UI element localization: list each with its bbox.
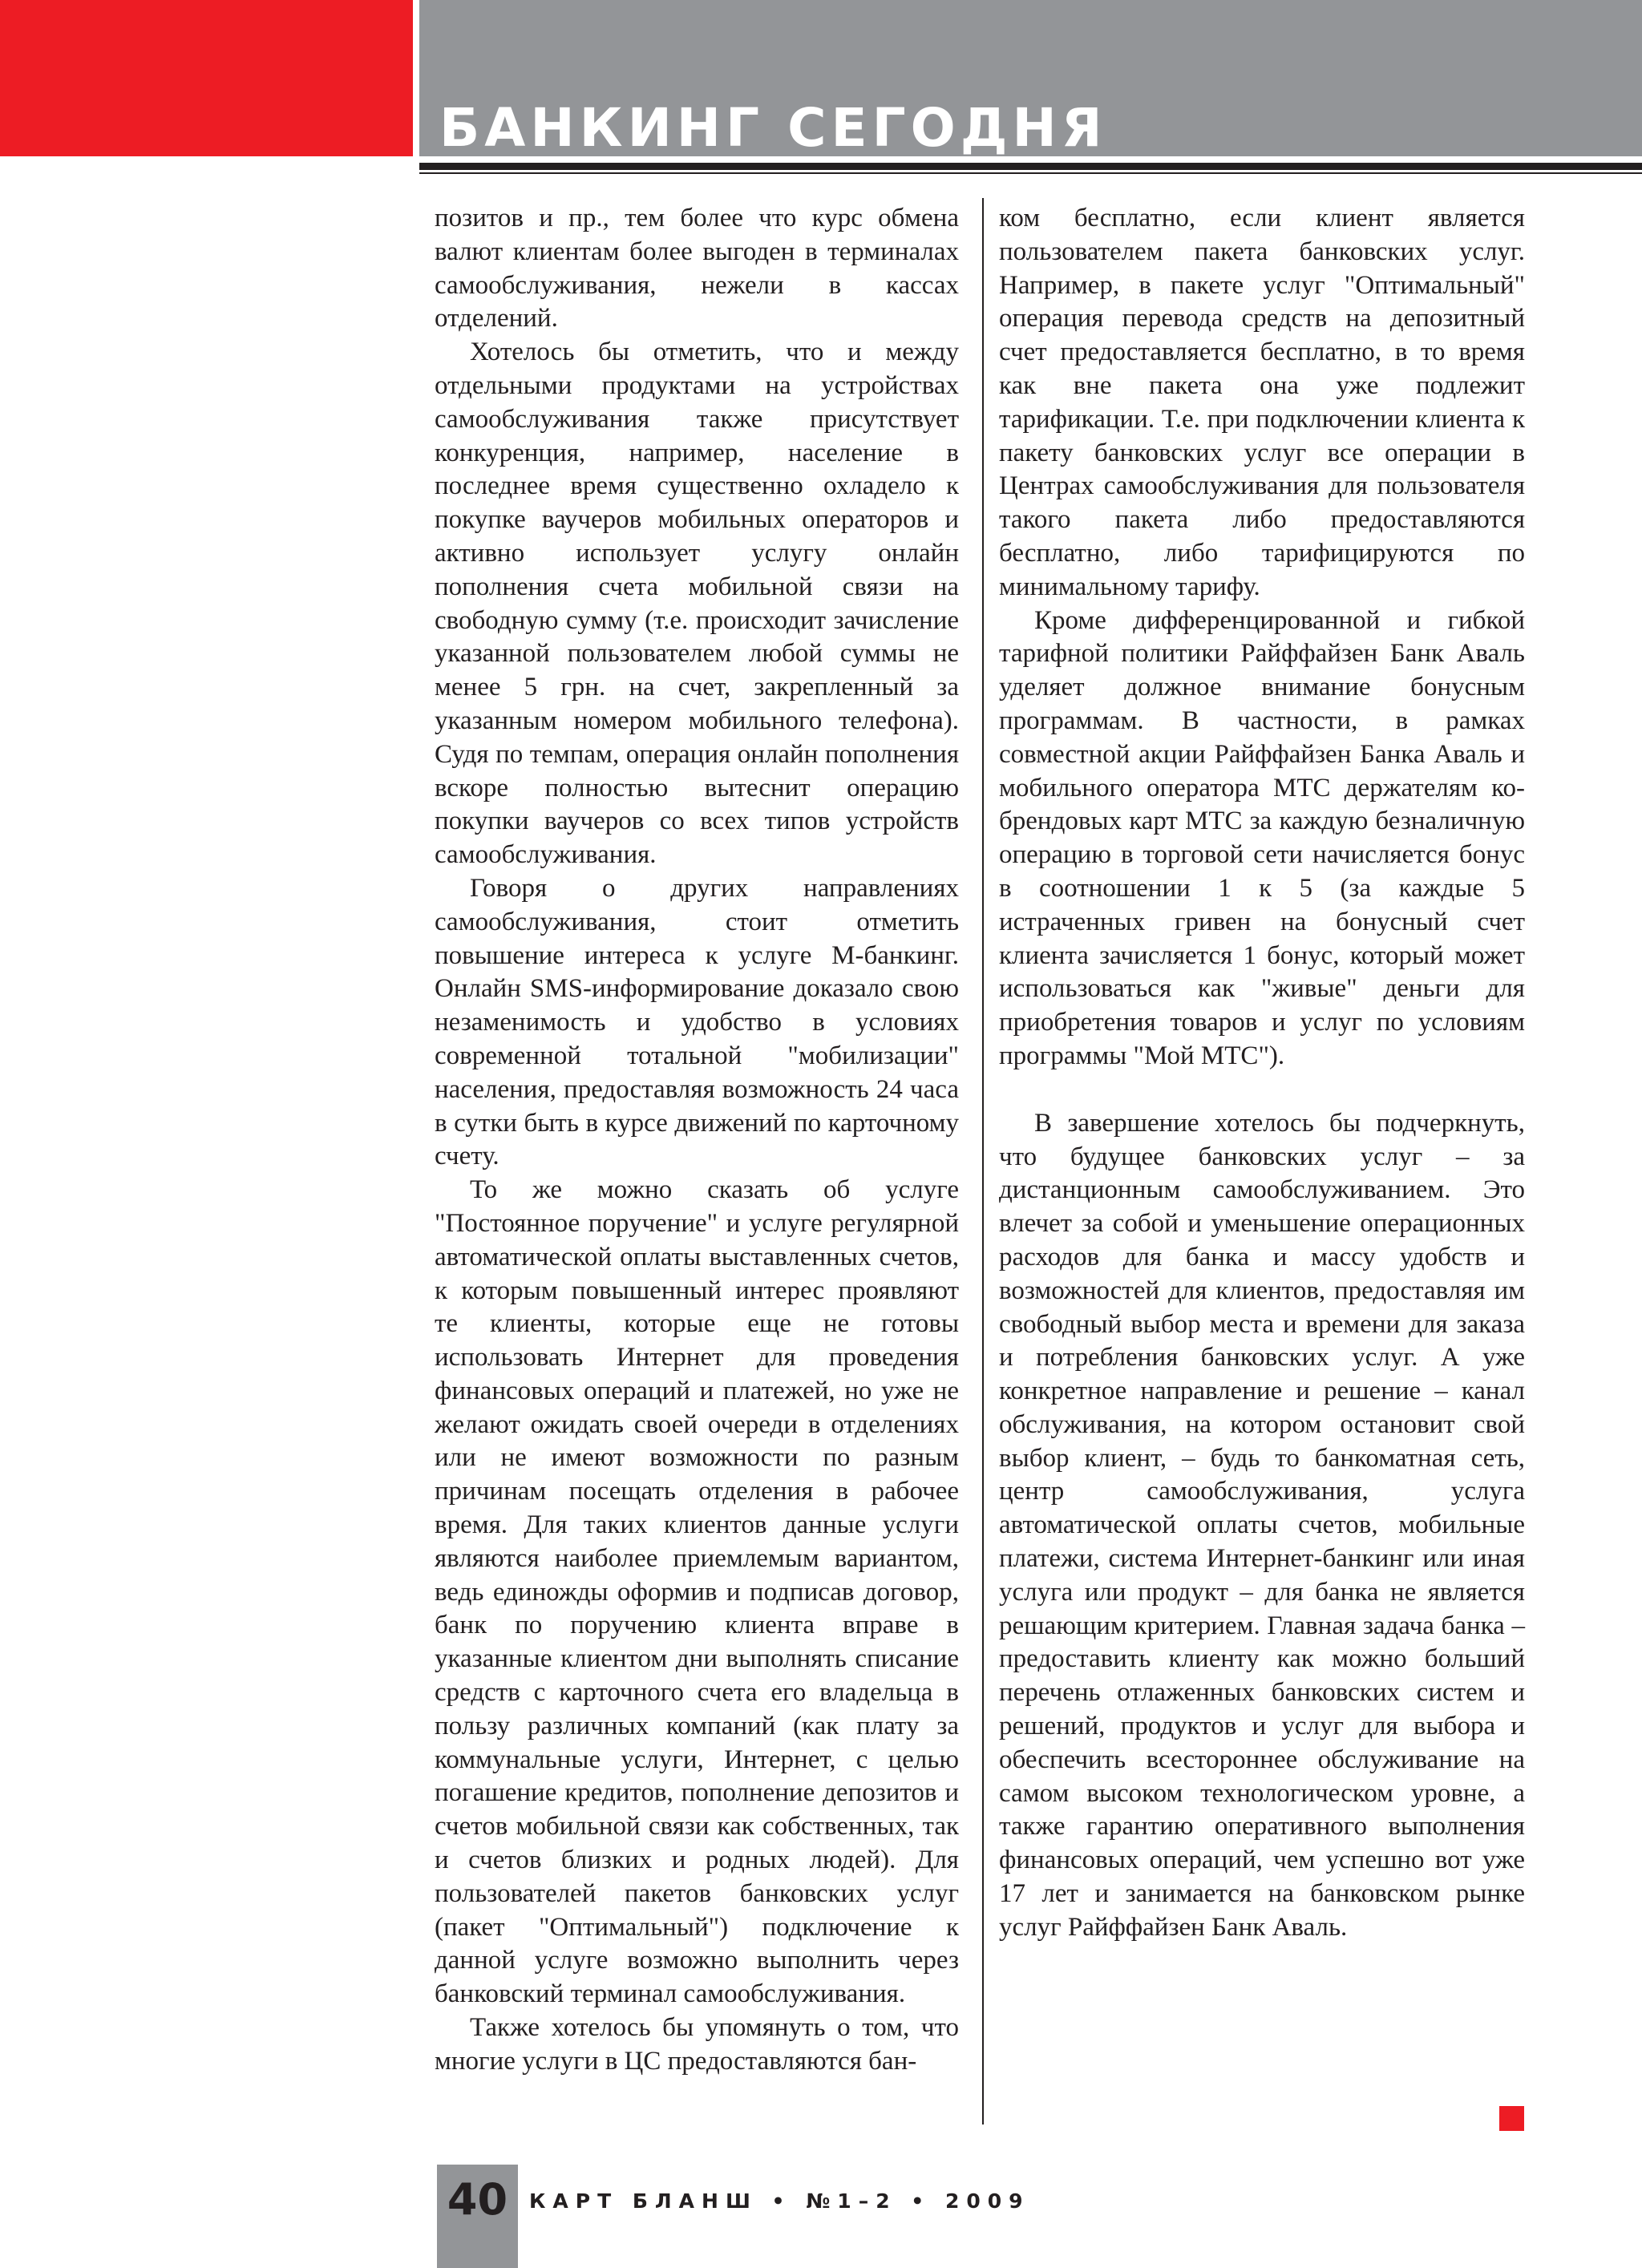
section-title: БАНКИНГ СЕГОДНЯ xyxy=(439,97,1107,159)
paragraph: ком бесплатно, если клиент является пользователем пакета банковских услуг. Например, в пакете услуг "Оптимальный" операция перевода средств на депозитный счет предоставляется бесплатно, в то время как вне пакета она уже подлежит тарификации. Т.е. при подключении клиента к пакету банковских услуг все операции в Центрах самообслуживания для пользователя такого пакета либо предоставляются бесплатно, либо тарифицируются по минимальному тарифу. xyxy=(999,204,1525,601)
paragraph: Также хотелось бы упомянуть о том, что многие услуги в ЦС предоставляются бан- xyxy=(435,2013,959,2076)
paragraph: позитов и пр., тем более что курс обмена валют клиентам более выгоден в терминалах самообслуживания, нежели в кассах отделений. xyxy=(435,204,959,334)
paragraph: В завершение хотелось бы подчеркнуть, что будущее банковских услуг – за дистанционным самообслуживанием. Это влечет за собой и уменьшение операционных расходов для банка и массу удобств и возможностей для клиентов, предоставляя им свободный выбор места и времени для заказа и потребления банковских услуг. А уже конкретное направление и решение – канал обслуживания, на котором остановит свой выбор клиент, – будь то банкоматная сеть, центр самообслуживания, услуга автоматической оплаты счетов, мобильные платежи, система Интернет-банкинг или иная услуга или продукт – для банка не является решающим критерием. Главная задача банка – предоставить клиенту как можно больший перечень отлаженных банковских систем и решений, продуктов и услуг для выбора и обеспечить всестороннее обслуживание на самом высоком технологическом уровне, а также гарантию оперативного выполнения финансовых операций, чем успешно вот уже 17 лет и занимается на банковском рынке услуг Райффайзен Банк Аваль. xyxy=(999,1108,1525,1942)
paragraph: Хотелось бы отметить, что и между отдельными продуктами на устройствах самообслуживания также присутствует конкуренция, например, население в последнее время существенно охладело к покупке ваучеров мобильных операторов и активно использует услугу онлайн пополнения счета мобильной связи на свободную сумму (т.е. происходит зачисление указанной пользователем любой суммы не менее 5 грн. на счет, закрепленный за указанным номером мобильного телефона). Судя по темпам, операция онлайн пополнения вскоре полностью вытеснит операцию покупки ваучеров со всех типов устройств самообслуживания. xyxy=(435,338,959,870)
paragraph: Кроме дифференцированной и гибкой тарифной политики Райффайзен Банк Аваль уделяет должное внимание бонусным программам. В частности, в рамках совместной акции Райффайзен Банка Аваль и мобильного оператора МТС держателям ко-брендовых карт МТС за каждую безналичную операцию в торговой сети начисляется бонус в соотношении 1 к 5 (за каждые 5 истраченных гривен на бонусный счет клиента зачисляется 1 бонус, который может использоваться как "живые" деньги для приобретения товаров и услуг по условиям программы "Мой МТС"). xyxy=(999,605,1525,1070)
paragraph: Говоря о других направлениях самообслуживания, стоит отметить повышение интереса к услуге М-банкинг. Онлайн SMS-информирование доказало свою незаменимость и удобство в условиях современной тотальной "мобилизации" населения, предоставляя возможность 24 часа в сутки быть в курсе движений по карточному счету. xyxy=(435,873,959,1171)
header-rule-thin xyxy=(419,172,1642,174)
magazine-issue-line: КАРТ БЛАНШ • №1–2 • 2009 xyxy=(529,2189,1030,2213)
header-red-block xyxy=(0,0,413,156)
article-left-column xyxy=(435,202,959,2079)
end-of-article-mark xyxy=(1499,2106,1524,2131)
header-rule-thick xyxy=(419,163,1642,170)
page-number: 40 xyxy=(447,2174,508,2225)
column-divider xyxy=(982,198,984,2124)
article-right-column xyxy=(999,202,1525,1945)
paragraph: То же можно сказать об услуге "Постоянное поручение" и услуге регулярной автоматической оплаты выставленных счетов, к которым повышенный интерес проявляют те клиенты, которые еще не готовы использовать Интернет для проведения финансовых операций и платежей, но уже не желают ожидать своей очереди в отделениях или не имеют возможности по разным причинам посещать отделения в рабочее время. Для таких клиентов данные услуги являются наиболее приемлемым вариантом, ведь единожды оформив и подписав договор, банк по поручению клиента вправе в указанные клиентом дни выполнять списание средств с карточного счета его владельца в пользу различных компаний (как плату за коммунальные услуги, Интернет, с целью погашение кредитов, пополнение депозитов и счетов мобильной связи как собственных, так и счетов близких и родных людей). Для пользователей пакетов банковских услуг (пакет "Оптимальный") подключение к данной услуге возможно выполнить через банковский терминал самообслуживания. xyxy=(435,1175,959,2009)
